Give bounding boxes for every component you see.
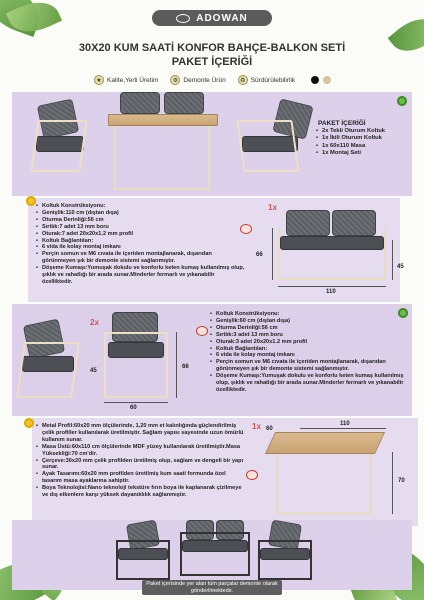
tape-measure-icon [240,224,252,234]
package-title: PAKET İÇERİĞİ [318,120,366,127]
dimension-line [300,428,386,429]
sofa-width-label: 110 [326,289,336,295]
demount-icon: ⚙ [170,75,180,85]
tape-measure-icon [246,470,258,480]
table-height-label: 70 [398,478,405,484]
chair-seat-height-label: 45 [90,368,97,374]
color-swatch-beige [323,76,331,84]
pin-icon [26,196,36,206]
sustainability-icon: ♻ [238,75,248,85]
list-item: • Oturak:3 adet 20x20x1.2 mm profil [210,339,410,346]
list-item: • Masa Üstü:60x110 cm ölçülerinde MDF yüzey kullanılarak üretilmiştir.Masa Yüksekliği:70 cm'dir. [36,444,246,458]
table-width-label: 110 [340,421,350,427]
list-item: • Oturak:7 adet 20x20x1.2 mm profil [36,231,246,238]
feature-badges [94,72,394,88]
table-quantity: 1x [252,422,261,431]
list-item: • Oturma Derinliği:56 cm [210,325,410,332]
chair-quantity: 2x [90,318,99,327]
dimension-line [104,402,168,403]
dimension-line [278,286,386,287]
list-item: • Koltuk Konstrüksiyonu: [210,311,410,318]
list-item: • Sırtlık:3 adet 13 mm boru [210,332,410,339]
brand-logo [152,10,272,26]
brand-name: ADOWAN [196,12,248,24]
package-contents-list [316,128,385,158]
list-item: • Sırtlık:7 adet 13 mm boru [36,224,246,231]
list-item: • 6 vida ile kolay montaj imkanı [36,244,246,251]
footnote: Paket içerisinde yer alan tüm parçalar demonte olarak gönderilmektedir. [142,580,282,595]
brand-emblem-icon [176,14,190,23]
page-subtitle: PAKET İÇERİĞİ [171,56,253,68]
sofa-quantity: 1x [268,203,277,212]
sofa-height-label: 66 [256,252,263,258]
dimension-line [392,240,393,280]
list-item: • 1x Montaj Seti [316,150,385,157]
list-item: • Genişlik:60 cm (dıştan dışa) [210,318,410,325]
list-item: • Çerçeve:30x20 mm çelik profilden üretilmiş olup, sağlam ve dengeli bir yapı sunar. [36,458,246,472]
pin-icon [24,418,34,428]
badge-demount: ⚙ Demonte Ürün [170,75,225,85]
list-item: • Koltuk Bağlantıları: [210,346,410,353]
list-item: • 1x İkili Oturum Koltuk [316,135,385,142]
dimension-line [272,228,273,280]
color-swatch-black [311,76,319,84]
badge-quality: ★ Kalite,Yerli Üretim [94,75,158,85]
list-item: • 6 vida ile kolay montaj imkanı [210,352,410,359]
pin-icon [397,96,407,106]
list-item: • 1x 60x110 Masa [316,143,385,150]
dimension-line [176,332,177,398]
sofa-seat-height-label: 45 [397,264,404,270]
list-item: • 2x Tekli Oturum Koltuk [316,128,385,135]
chair-specs-list [210,311,410,394]
table-specs-list [36,423,246,499]
list-item: • Perçin somun ve M6 cıvata ile içeriden montajlanarak, dışarıdan görünmeyen şık bir demonte sistemi sağlanmıştır. [210,359,410,373]
dimension-line [392,452,393,514]
list-item: • Boya Teknolojisi:Nano teknoloji tekstüre fırın boya ile kaplanarak çizilmeye ve dış etkenlere karşı yüksek dayanıklılık sağlanmıştır. [36,485,246,499]
page-title: 30X20 KUM SAATİ KONFOR BAHÇE-BALKON SETİ [78,42,346,54]
list-item: • Döşeme Kumaşı:Yumuşak dokulu ve konforlu keten kumaş kullanılmış olup, şıklık ve rahatlığı bir arada sunar.Minderler fermarlı ve yıkanabilir özelliktedir. [210,373,410,394]
list-item: • Genişlik:110 cm (dıştan dışa) [36,210,246,217]
chair-width-label: 60 [130,405,137,411]
list-item: • Döşeme Kumaşı:Yumuşak dokulu ve konforlu keten kumaş kullanılmış olup, şıklık ve rahatlığı bir arada sunar.Minderler fermarlı ve yıkanabilir özelliktedir. [36,265,246,286]
badge-sustainability: ♻ Sürdürülebilirlik [238,75,295,85]
list-item: • Ayak Tasarımı:60x20 mm profilden üretilmiş kum saati formunda özel tasarım masa ayaklarına sahiptir. [36,471,246,485]
list-item: • Koltuk Bağlantıları: [36,238,246,245]
list-item: • Perçin somun ve M6 cıvata ile içeriden montajlanarak, dışarıdan görünmeyen şık bir demonte sistemi sağlanmıştır. [36,251,246,265]
sofa-specs-list [36,203,246,286]
quality-icon: ★ [94,75,104,85]
chair-height-label: 66 [182,364,189,370]
tape-measure-icon [196,326,208,336]
table-depth-label: 60 [266,426,273,432]
list-item: • Oturma Derinliği:56 cm [36,217,246,224]
list-item: • Metal Profil:60x20 mm ölçülerinde, 1,20 mm et kalınlığında güçlendirilmiş çelik profiller kullanılarak üretilmiştir. Sağlam yapısı sayesinde uzun ömürlü kullanım sunar. [36,423,246,444]
list-item: • Koltuk Konstrüksiyonu: [36,203,246,210]
